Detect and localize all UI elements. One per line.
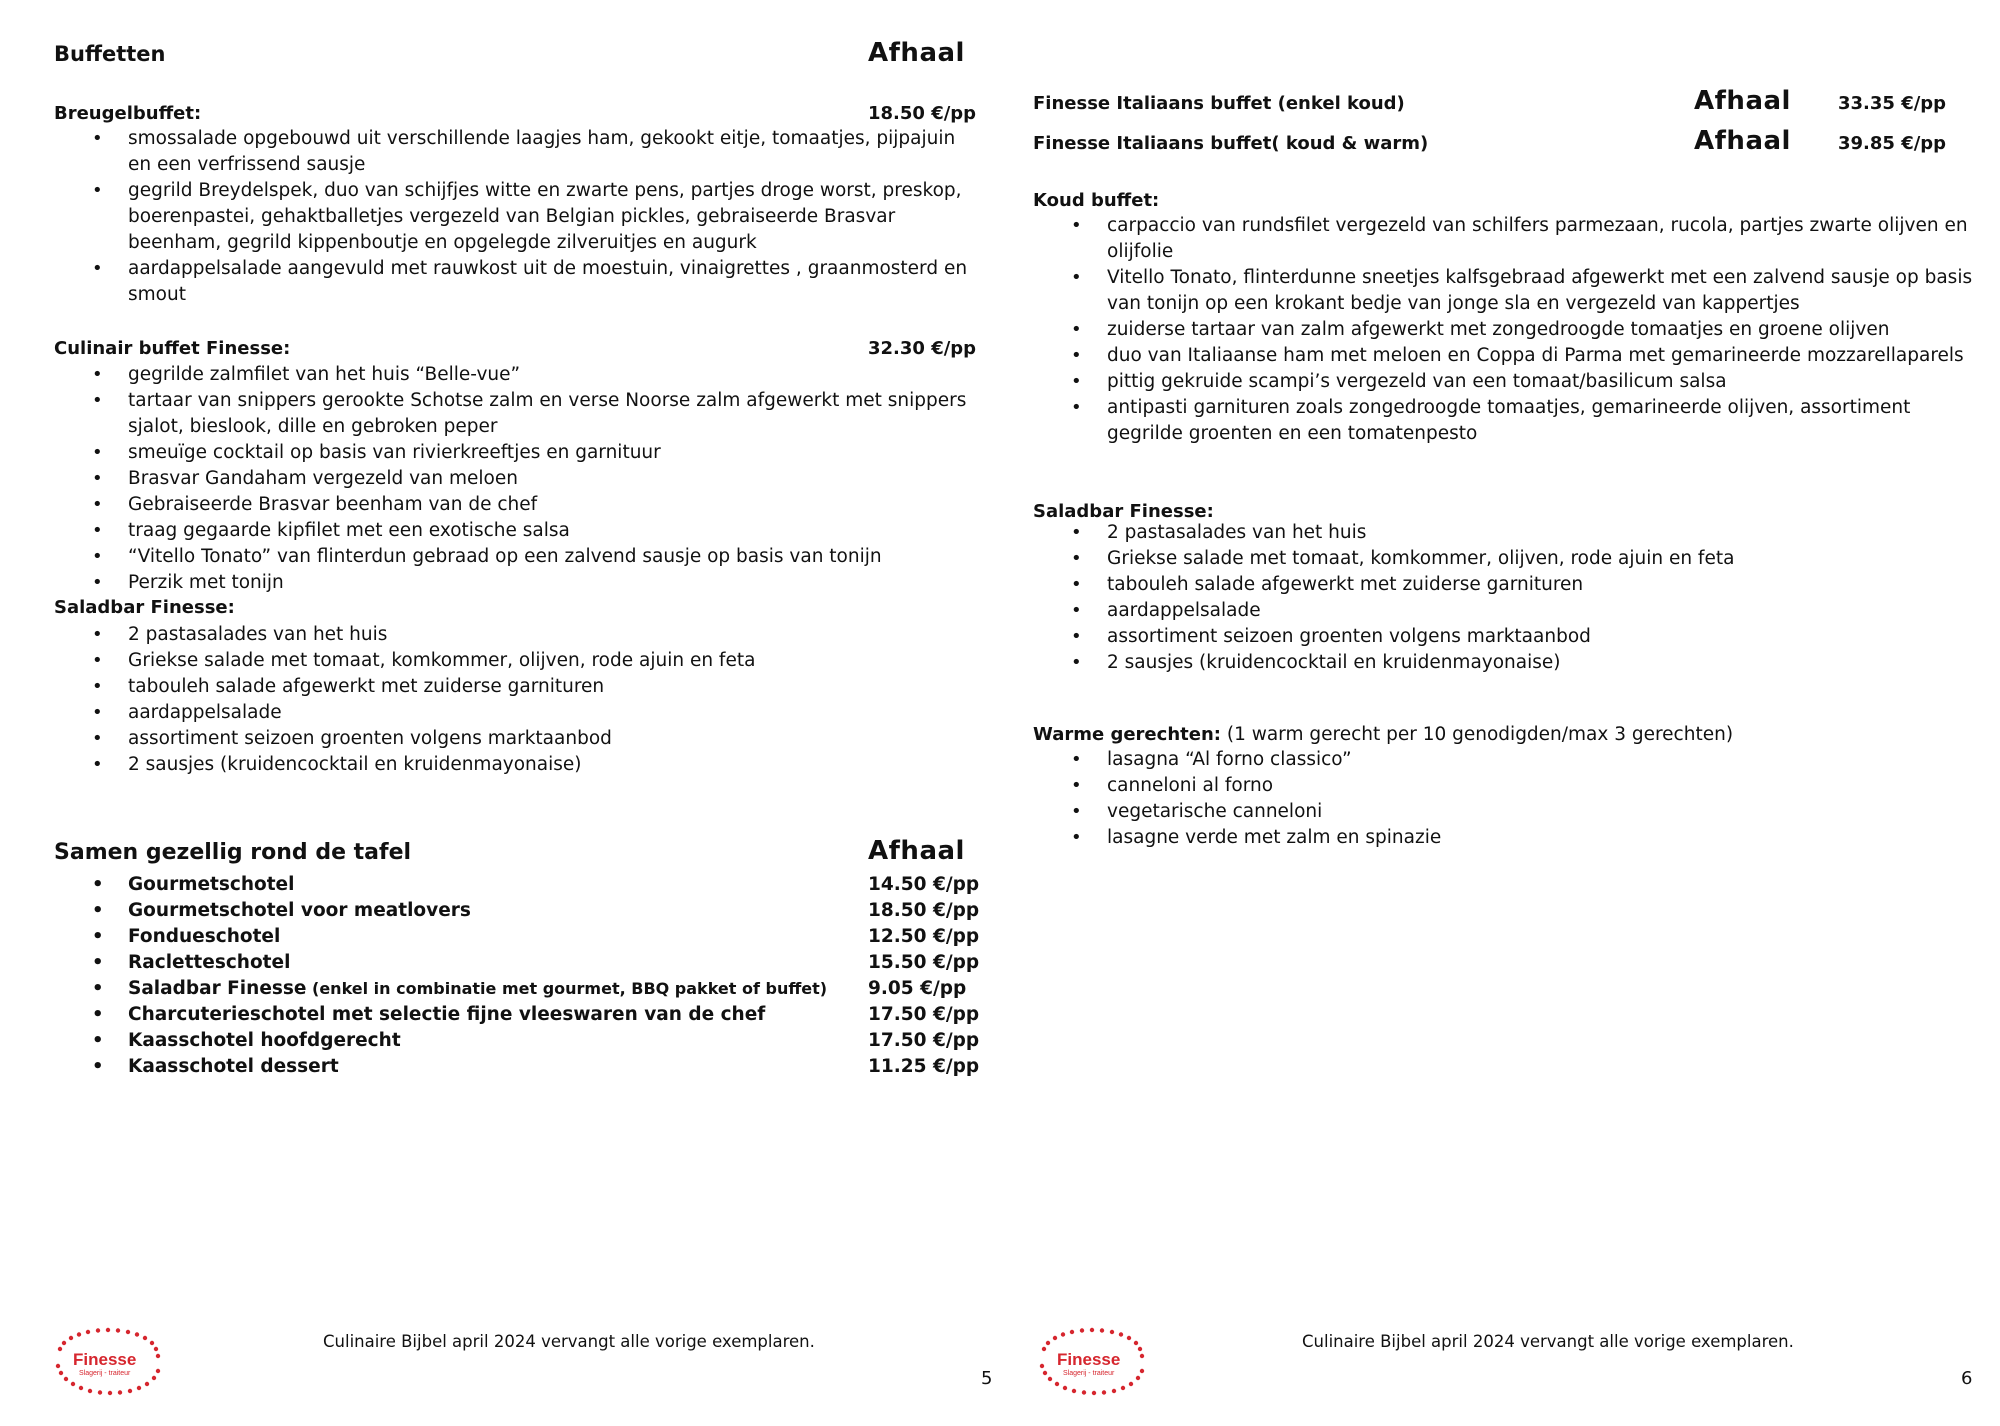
menu-item-label: Racletteschotel	[128, 952, 291, 973]
list-item: • Gebraiseerde Brasvar beenham van de chef	[54, 492, 974, 518]
list-item: • aardappelsalade	[1033, 598, 1983, 624]
saladbar-title: Saladbar Finesse:	[54, 597, 235, 618]
menu-item-price: 18.50 €/pp	[868, 900, 980, 921]
list-item: • gegrilde zalmfilet van het huis “Belle-vue”	[54, 362, 974, 388]
list-item: • assortiment seizoen groenten volgens marktaanbod	[54, 726, 974, 752]
list-item: • lasagna “Al forno classico”	[1033, 747, 1983, 773]
list-item: • tabouleh salade afgewerkt met zuiderse garnituren	[54, 674, 974, 700]
list-item: • smeuïge cocktail op basis van rivierkreeftjes en garnituur	[54, 440, 974, 466]
culinair-buffet-price: 32.30 €/pp	[868, 338, 977, 359]
italiaans-koud-title: Finesse Italiaans buffet (enkel koud)	[1033, 93, 1405, 114]
logo-name: Finesse	[73, 1350, 137, 1369]
koud-buffet-list	[1033, 213, 1983, 447]
list-item: • 2 sausjes (kruidencocktail en kruidenmayonaise)	[54, 752, 974, 778]
saladbar6-title: Saladbar Finesse:	[1033, 501, 1214, 522]
finesse-logo-2	[1032, 1326, 1152, 1398]
footer-text: Culinaire Bijbel april 2024 vervangt alle vorige exemplaren.	[1302, 1332, 1794, 1351]
saladbar6-list	[1033, 520, 1983, 676]
logo-tagline: Slagerij - traiteur	[79, 1370, 131, 1377]
culinair-buffet-title: Culinair buffet Finesse:	[54, 338, 291, 359]
menu-item	[54, 976, 984, 1002]
menu-item	[54, 950, 984, 976]
list-item: • Brasvar Gandaham vergezeld van meloen	[54, 466, 974, 492]
warme-gerechten-note: (1 warm gerecht per 10 genodigden/max 3 gerechten)	[1220, 724, 1734, 745]
menu-item	[54, 898, 984, 924]
page-6	[1000, 0, 2000, 1426]
menu-item-price: 15.50 €/pp	[868, 952, 980, 973]
footer-text: Culinaire Bijbel april 2024 vervangt alle vorige exemplaren.	[323, 1332, 815, 1351]
page-number: 5	[981, 1368, 993, 1389]
warme-gerechten-list	[1033, 747, 1983, 851]
breugelbuffet-title: Breugelbuffet:	[54, 103, 202, 124]
menu-item	[54, 1002, 984, 1028]
afhaal-label: Afhaal	[868, 38, 965, 68]
menu-item-price: 12.50 €/pp	[868, 926, 980, 947]
italiaans-koud-price: 33.35 €/pp	[1838, 93, 1947, 114]
italiaans-koud-afhaal: Afhaal	[1694, 86, 1791, 116]
menu-item-price: 11.25 €/pp	[868, 1056, 980, 1077]
menu-item	[54, 924, 984, 950]
menu-item-price: 17.50 €/pp	[868, 1004, 980, 1025]
logo-tagline: Slagerij - traiteur	[1063, 1370, 1115, 1377]
list-item: • gegrild Breydelspek, duo van schijfjes witte en zwarte pens, partjes droge worst, preskop, boerenpastei, gehaktballetjes vergezeld van Belgian pickles, gebraiseerde Brasvar beenham, gegrild kippenboutje en opgelegde zilveruitjes en augurk	[54, 178, 974, 256]
menu-item-price: 14.50 €/pp	[868, 874, 980, 895]
list-item: • 2 pastasalades van het huis	[54, 622, 974, 648]
list-item: • zuiderse tartaar van zalm afgewerkt met zongedroogde tomaatjes en groene olijven	[1033, 317, 1983, 343]
list-item: • tabouleh salade afgewerkt met zuiderse garnituren	[1033, 572, 1983, 598]
list-item: • 2 sausjes (kruidencocktail en kruidenmayonaise)	[1033, 650, 1983, 676]
italiaans-warm-afhaal: Afhaal	[1694, 126, 1791, 156]
menu-item	[54, 872, 984, 898]
menu-item-label: Kaasschotel dessert	[128, 1056, 339, 1077]
menu-item-label: Gourmetschotel	[128, 874, 295, 895]
culinair-buffet-list	[54, 362, 974, 596]
list-item: • Vitello Tonato, flinterdunne sneetjes kalfsgebraad afgewerkt met een zalvend sausje op basis van tonijn op een krokant bedje van jonge sla en vergezeld van kappertjes	[1033, 265, 1983, 317]
list-item: • smossalade opgebouwd uit verschillende laagjes ham, gekookt eitje, tomaatjes, pijpajuin en een verfrissend sausje	[54, 126, 974, 178]
breugelbuffet-list	[54, 126, 974, 308]
finesse-logo	[48, 1326, 168, 1398]
menu-item	[54, 1028, 984, 1054]
samen-afhaal-label: Afhaal	[868, 836, 965, 866]
list-item: • Griekse salade met tomaat, komkommer, olijven, rode ajuin en feta	[54, 648, 974, 674]
koud-buffet-title: Koud buffet:	[1033, 190, 1160, 211]
page-number: 6	[1961, 1368, 1973, 1389]
list-item: • carpaccio van rundsfilet vergezeld van schilfers parmezaan, rucola, partjes zwarte olijven en olijfolie	[1033, 213, 1983, 265]
italiaans-warm-title: Finesse Italiaans buffet( koud & warm)	[1033, 133, 1429, 154]
italiaans-warm-price: 39.85 €/pp	[1838, 133, 1947, 154]
warme-gerechten-title: Warme gerechten:	[1033, 724, 1221, 745]
list-item: • lasagne verde met zalm en spinazie	[1033, 825, 1983, 851]
menu-item	[54, 1054, 984, 1080]
list-item: • aardappelsalade aangevuld met rauwkost uit de moestuin, vinaigrettes , graanmosterd en smout	[54, 256, 974, 308]
samen-list	[54, 872, 984, 1080]
list-item: • vegetarische canneloni	[1033, 799, 1983, 825]
list-item: • Griekse salade met tomaat, komkommer, olijven, rode ajuin en feta	[1033, 546, 1983, 572]
list-item: • “Vitello Tonato” van flinterdun gebraad op een zalvend sausje op basis van tonijn	[54, 544, 974, 570]
samen-title: Samen gezellig rond de tafel	[54, 840, 412, 865]
warme-gerechten-heading	[1033, 722, 1733, 748]
list-item: • duo van Italiaanse ham met meloen en Coppa di Parma met gemarineerde mozzarellaparels	[1033, 343, 1983, 369]
list-item: • canneloni al forno	[1033, 773, 1983, 799]
saladbar-list	[54, 622, 974, 778]
list-item: • aardappelsalade	[54, 700, 974, 726]
menu-item-label: Gourmetschotel voor meatlovers	[128, 900, 471, 921]
section-title-buffetten: Buffetten	[54, 42, 166, 66]
list-item: • antipasti garnituren zoals zongedroogde tomaatjes, gemarineerde olijven, assortiment gegrilde groenten en een tomatenpesto	[1033, 395, 1983, 447]
menu-item-price: 9.05 €/pp	[868, 978, 967, 999]
menu-item-label: Kaasschotel hoofdgerecht	[128, 1030, 401, 1051]
menu-item-label: Fondueschotel	[128, 926, 281, 947]
menu-item-note: (enkel in combinatie met gourmet, BBQ pakket of buffet)	[306, 979, 828, 998]
list-item: • 2 pastasalades van het huis	[1033, 520, 1983, 546]
list-item: • pittig gekruide scampi’s vergezeld van een tomaat/basilicum salsa	[1033, 369, 1983, 395]
list-item: • assortiment seizoen groenten volgens marktaanbod	[1033, 624, 1983, 650]
logo-name: Finesse	[1057, 1350, 1121, 1369]
list-item: • Perzik met tonijn	[54, 570, 974, 596]
menu-item-label: Charcuterieschotel met selectie fijne vleeswaren van de chef	[128, 1004, 766, 1025]
menu-item-label: Saladbar Finesse	[128, 978, 307, 999]
menu-item-price: 17.50 €/pp	[868, 1030, 980, 1051]
list-item: • traag gegaarde kipfilet met een exotische salsa	[54, 518, 974, 544]
breugelbuffet-price: 18.50 €/pp	[868, 103, 977, 124]
list-item: • tartaar van snippers gerookte Schotse zalm en verse Noorse zalm afgewerkt met snippers sjalot, bieslook, dille en gebroken peper	[54, 388, 974, 440]
